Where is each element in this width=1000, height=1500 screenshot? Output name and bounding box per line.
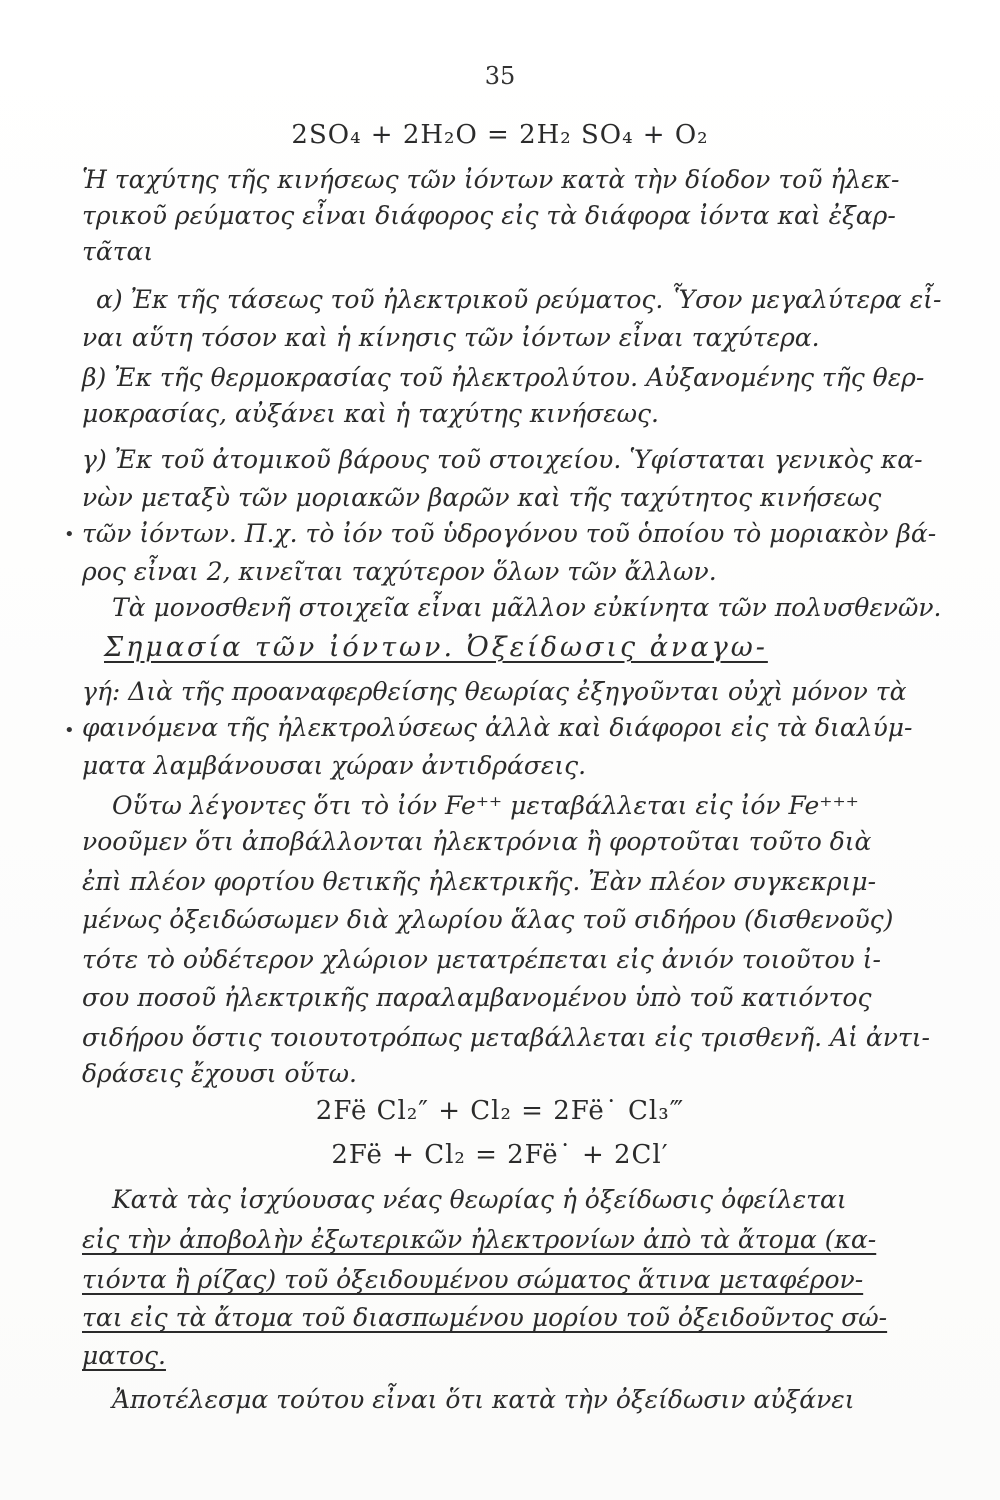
text-line: τῶν ἰόντων. Π.χ. τὸ ἰόν τοῦ ὑδρογόνου τοῦ ὁποίου τὸ μοριακὸν βά- (82, 519, 937, 548)
page-number: 35 (484, 62, 516, 90)
text-line: φαινόμενα τῆς ἠλεκτρολύσεως ἀλλὰ καὶ διάφοροι εἰς τὰ διαλύμ- (82, 713, 913, 742)
text-line: σου ποσοῦ ἠλεκτρικῆς παραλαμβανομένου ὑπὸ τοῦ κατιόντος (82, 983, 872, 1012)
underlined-line: τιόντα ἢ ρίζας) τοῦ ὀξειδουμένου σώματος ἅτινα μεταφέρον- (82, 1265, 864, 1294)
text-line: Κατὰ τὰς ἰσχύουσας νέας θεωρίας ἡ ὀξείδωσις ὀφείλεται (112, 1185, 847, 1214)
margin-dot: • (64, 720, 75, 741)
list-item-c: γ) Ἐκ τοῦ ἀτομικοῦ βάρους τοῦ στοιχείου. Ὑφίσταται γενικὸς κα- (82, 445, 923, 474)
underlined-line: εἰς τὴν ἀποβολὴν ἐξωτερικῶν ἠλεκτρονίων ἀπὸ τὰ ἄτομα (κα- (82, 1225, 877, 1254)
text-line: μοκρασίας, αὐξάνει καὶ ἡ ταχύτης κινήσεως. (82, 399, 659, 428)
equation-sulfate-water: 2SO₄ + 2H₂O = 2H₂ SO₄ + O₂ (291, 120, 709, 150)
text-line: νὼν μεταξὺ τῶν μοριακῶν βαρῶν καὶ τῆς ταχύτητος κινήσεως (82, 483, 882, 512)
equation-ferrous-chloride-2: 2Fë + Cl₂ = 2Fë˙ + 2Cl′ (331, 1140, 669, 1170)
list-item-b: β) Ἐκ τῆς θερμοκρασίας τοῦ ἠλεκτρολύτου. Αὐξανομένης τῆς θερ- (82, 363, 925, 392)
text-line: νοοῦμεν ὅτι ἀποβάλλονται ἠλεκτρόνια ἢ φορτοῦται τοῦτο διὰ (82, 827, 872, 856)
underlined-line: ματος. (82, 1341, 166, 1370)
text-line: σιδήρου ὅστις τοιουτοτρόπως μεταβάλλεται εἰς τρισθενῆ. Αἱ ἀντι- (82, 1023, 930, 1052)
text-line: Ἀποτέλεσμα τούτου εἶναι ὅτι κατὰ τὴν ὀξείδωσιν αὐξάνει (112, 1385, 855, 1414)
text-line: γή: Διὰ τῆς προαναφερθείσης θεωρίας ἐξηγοῦνται οὐχὶ μόνον τὰ (82, 677, 907, 706)
equation-ferrous-chloride-1: 2Fë Cl₂″ + Cl₂ = 2Fë˙ Cl₃‴ (315, 1096, 685, 1126)
list-item-a: α) Ἐκ τῆς τάσεως τοῦ ἠλεκτρικοῦ ρεύματος. Ὗσον μεγαλύτερα εἶ- (96, 285, 942, 314)
text-line: ναι αὕτη τόσον καὶ ἡ κίνησις τῶν ἰόντων εἶναι ταχύτερα. (82, 323, 820, 352)
text-line: Οὕτω λέγοντες ὅτι τὸ ἰόν Fe⁺⁺ μεταβάλλεται εἰς ἰόν Fe⁺⁺⁺ (112, 791, 859, 820)
text-line: τρικοῦ ρεύματος εἶναι διάφορος εἰς τὰ διάφορα ἰόντα καὶ ἐξαρ- (82, 201, 896, 230)
text-line: τότε τὸ οὐδέτερον χλώριον μετατρέπεται εἰς ἀνιόν τοιοῦτου ἰ- (82, 945, 881, 974)
margin-dot: • (64, 524, 75, 545)
text-line: Τὰ μονοσθενῆ στοιχεῖα εἶναι μᾶλλον εὐκίνητα τῶν πολυσθενῶν. (112, 593, 942, 622)
text-line: Ἡ ταχύτης τῆς κινήσεως τῶν ἰόντων κατὰ τὴν δίοδον τοῦ ἠλεκ- (82, 165, 900, 194)
text-line: ματα λαμβάνουσαι χώραν ἀντιδράσεις. (82, 751, 587, 780)
text-line: ἐπὶ πλέον φορτίου θετικῆς ἠλεκτρικῆς. Ἐὰν πλέον συγκεκριμ- (82, 867, 877, 896)
text-line: δράσεις ἔχουσι οὕτω. (82, 1059, 357, 1088)
text-line: μένως ὀξειδώσωμεν διὰ χλωρίου ἅλας τοῦ σιδήρου (δισθενοῦς) (82, 905, 894, 934)
text-line: ρος εἶναι 2, κινεῖται ταχύτερον ὅλων τῶν ἄλλων. (82, 557, 717, 586)
underlined-line: ται εἰς τὰ ἄτομα τοῦ διασπωμένου μορίου τοῦ ὀξειδοῦντος σώ- (82, 1303, 888, 1332)
text-line: τᾶται (82, 237, 154, 266)
section-heading: Σημασία τῶν ἰόντων. Ὀξείδωσις ἀναγω- (104, 632, 768, 663)
